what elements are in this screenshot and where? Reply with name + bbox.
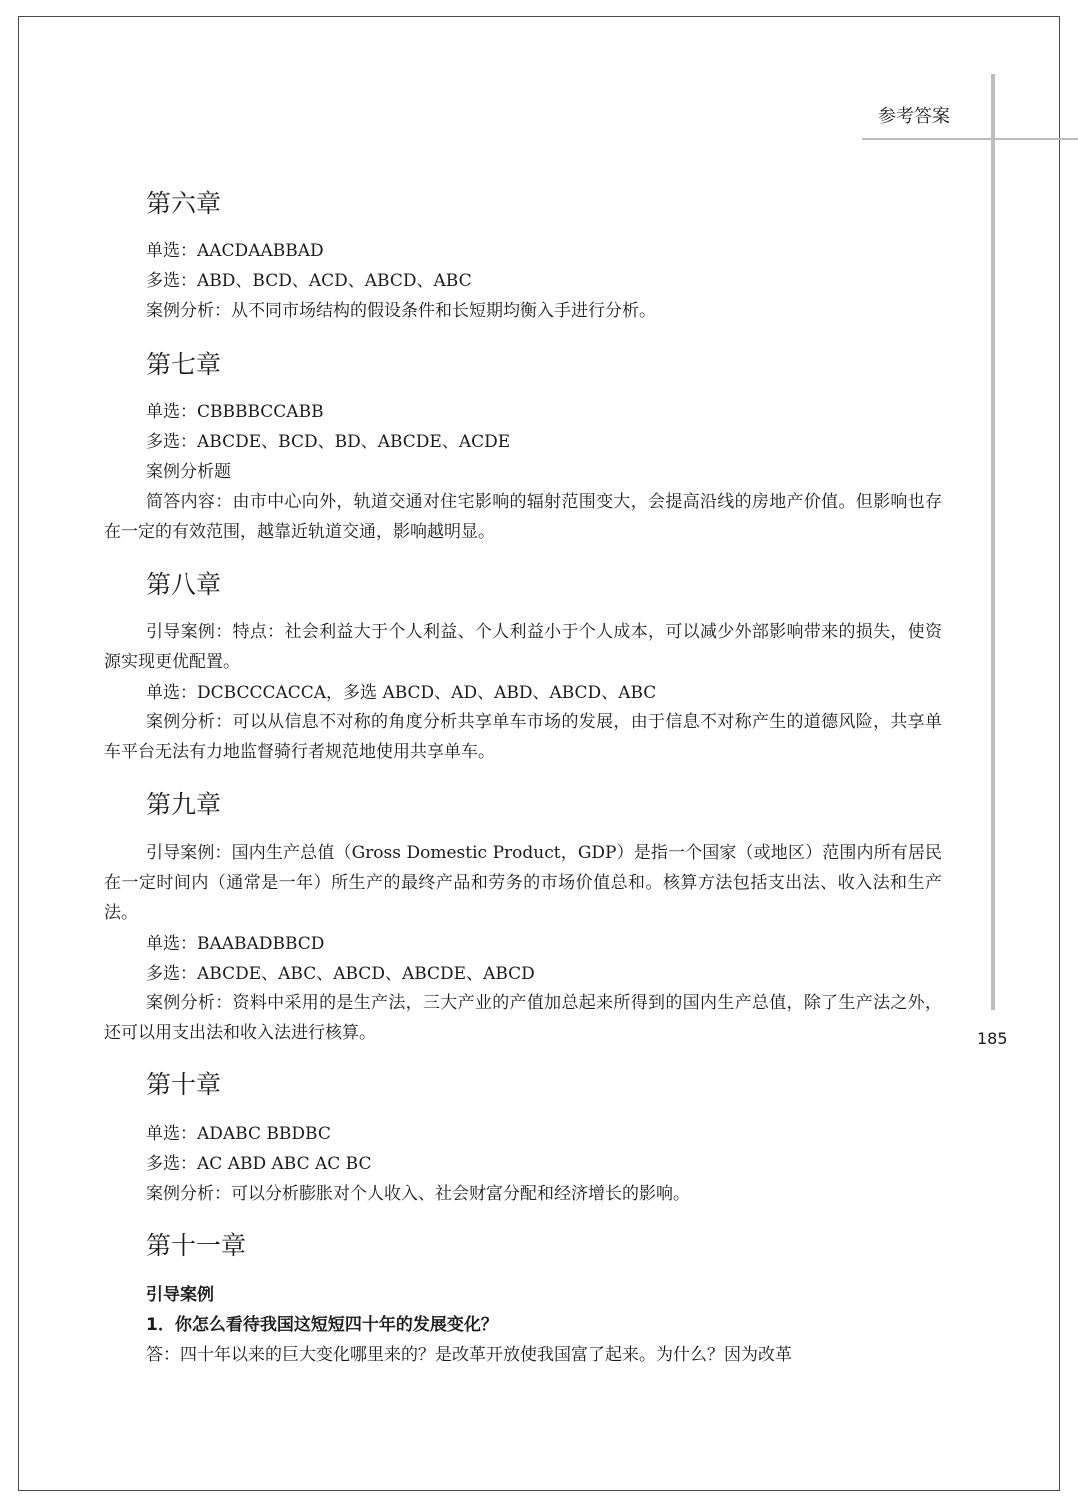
side-rule <box>991 74 995 1010</box>
ch10-single-choice: 单选：ADABC BBDBC <box>146 1124 331 1144</box>
ch10-multi-choice: 多选：AC ABD ABC AC BC <box>146 1154 372 1174</box>
header-rule <box>862 138 1078 140</box>
ch6-single-choice: 单选：AACDAABBAD <box>146 241 324 261</box>
ch6-case-analysis: 案例分析：从不同市场结构的假设条件和长短期均衡入手进行分析。 <box>146 301 656 321</box>
ch11-question-1: 1．你怎么看待我国这短短四十年的发展变化？ <box>146 1315 498 1335</box>
ch6-multi-choice: 多选：ABD、BCD、ACD、ABCD、ABC <box>146 271 472 291</box>
ch8-guide-case: 引导案例：特点：社会利益大于个人利益、个人利益小于个人成本，可以减少外部影响带来的损失，使资源实现更优配置。 <box>104 622 942 672</box>
chapter-10-heading: 第十章 <box>146 1070 222 1099</box>
ch8-case-analysis: 案例分析：可以从信息不对称的角度分析共享单车市场的发展，由于信息不对称产生的道德风险，共享单车平台无法有力地监督骑行者规范地使用共享单车。 <box>104 712 942 762</box>
ch7-single-choice: 单选：CBBBBCCABB <box>146 402 324 422</box>
ch7-case-title: 案例分析题 <box>146 462 231 482</box>
ch10-case-analysis: 案例分析：可以分析膨胀对个人收入、社会财富分配和经济增长的影响。 <box>146 1184 690 1204</box>
chapter-11-heading: 第十一章 <box>146 1231 247 1260</box>
ch8-single-choice: 单选：DCBCCCACCA，多选 ABCD、AD、ABD、ABCD、ABC <box>146 683 657 703</box>
chapter-7-heading: 第七章 <box>146 350 222 379</box>
page-number: 185 <box>977 1029 1008 1048</box>
chapter-6-heading: 第六章 <box>146 189 222 218</box>
ch7-answer: 简答内容：由市中心向外，轨道交通对住宅影响的辐射范围变大，会提高沿线的房地产价值。但影响也存在一定的有效范围，越靠近轨道交通，影响越明显。 <box>104 492 942 542</box>
ch11-guide-title: 引导案例 <box>146 1285 214 1305</box>
running-header: 参考答案 <box>878 106 950 127</box>
ch9-multi-choice: 多选：ABCDE、ABC、ABCD、ABCDE、ABCD <box>146 964 535 984</box>
ch9-case-analysis: 案例分析：资料中采用的是生产法，三大产业的产值加总起来所得到的国内生产总值，除了生产法之外，还可以用支出法和收入法进行核算。 <box>104 993 942 1043</box>
ch7-multi-choice: 多选：ABCDE、BCD、BD、ABCDE、ACDE <box>146 432 511 452</box>
ch9-guide-case: 引导案例：国内生产总值（Gross Domestic Product，GDP）是指一个国家（或地区）范围内所有居民在一定时间内（通常是一年）所生产的最终产品和劳务的市场价值总和。核算方法包括支出法、收入法和生产法。 <box>104 843 942 923</box>
chapter-8-heading: 第八章 <box>146 570 222 599</box>
chapter-9-heading: 第九章 <box>146 790 222 819</box>
ch9-single-choice: 单选：BAABADBBCD <box>146 934 325 954</box>
ch11-answer-1: 答：四十年以来的巨大变化哪里来的？是改革开放使我国富了起来。为什么？因为改革 <box>146 1345 792 1365</box>
